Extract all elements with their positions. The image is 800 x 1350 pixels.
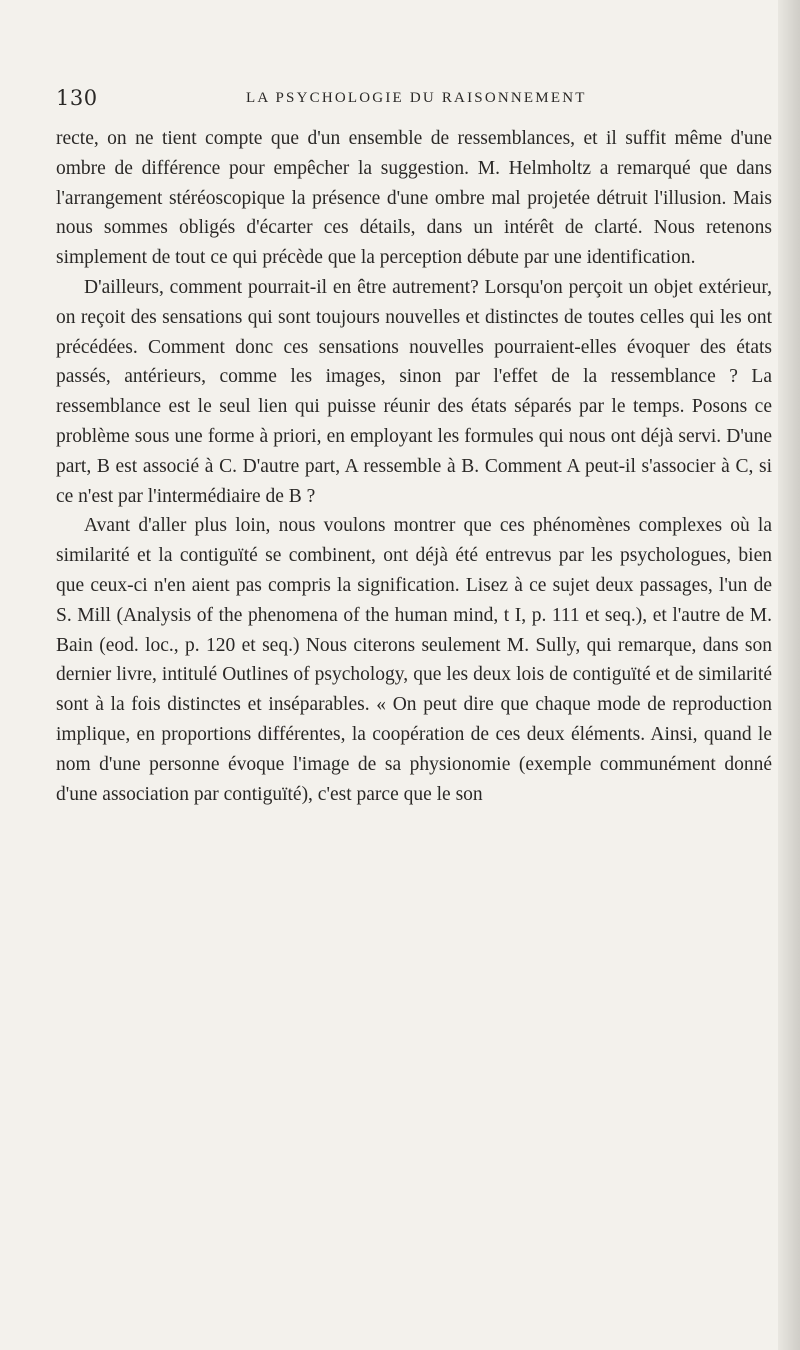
- paragraph-2: D'ailleurs, comment pourrait-il en être autrement? Lorsqu'on perçoit un objet extérieur, on reçoit des sensations qui sont toujours nouvelles et distinctes de toutes celles qui les ont précédées. Comment donc ces sensations nouvelles pourraient-elles évoquer des états passés, antérieurs, comme les images, sinon par l'effet de la ressemblance ? La ressemblance est le seul lien qui puisse réunir des états séparés par le temps. Posons ce problème sous une forme à priori, en employant les formules qui nous ont déjà servi. D'une part, B est associé à C. D'autre part, A ressemble à B. Comment A peut-il s'associer à C, si ce n'est par l'intermédiaire de B ?: [56, 276, 772, 507]
- page-edge-shadow: [778, 0, 800, 1350]
- body-text: [56, 124, 772, 809]
- running-title: LA PSYCHOLOGIE DU RAISONNEMENT: [246, 90, 587, 106]
- paragraph-3: Avant d'aller plus loin, nous voulons montrer que ces phénomènes complexes où la similarité et la contiguïté se combinent, ont déjà été entrevus par les psychologues, bien que ceux-ci n'en aient pas compris la signification. Lisez à ce sujet deux passages, l'un de S. Mill (Analysis of the phenomena of the human mind, t I, p. 111 et seq.), et l'autre de M. Bain (eod. loc., p. 120 et seq.) Nous citerons seulement M. Sully, qui remarque, dans son dernier livre, intitulé Outlines of psychology, que les deux lois de contiguïté et de similarité sont à la fois distinctes et inséparables. « On peut dire que chaque mode de reproduction implique, en proportions différentes, la coopération de ces deux éléments. Ainsi, quand le nom d'une personne évoque l'image de sa physionomie (exemple communément donné d'une association par contiguïté), c'est parce que le son: [56, 515, 772, 805]
- page-number: 130: [56, 86, 98, 110]
- paragraph-1: recte, on ne tient compte que d'un ensemble de ressemblances, et il suffit même d'une ombre de différence pour empêcher la suggestion. M. Helmholtz a remarqué que dans l'arrangement stéréoscopique la présence d'une ombre mal projetée détruit l'illusion. Mais nous sommes obligés d'écarter ces détails, dans un intérêt de clarté. Nous retenons simplement de tout ce qui précède que la perception débute par une identification.: [56, 128, 772, 269]
- page-header: [56, 86, 776, 116]
